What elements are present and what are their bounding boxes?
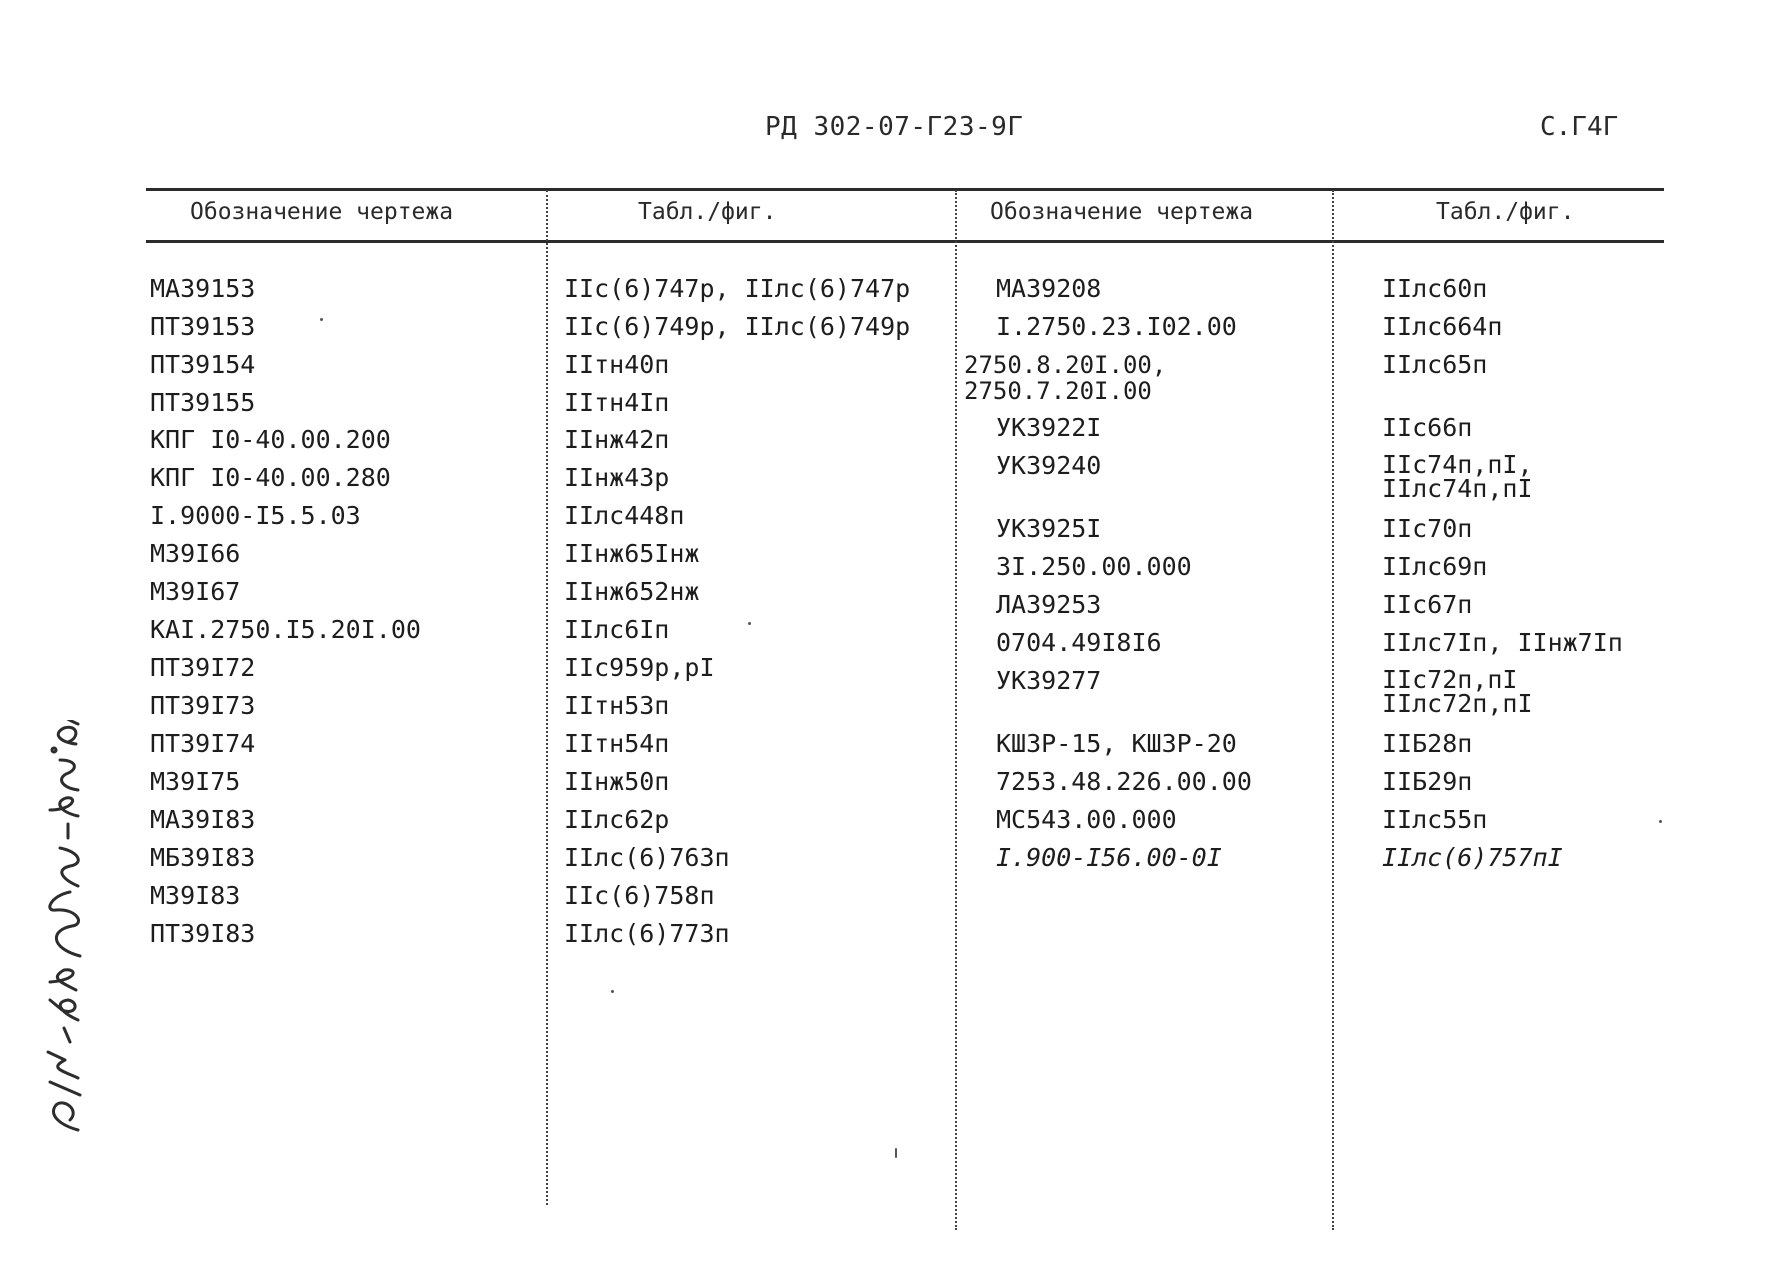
table-cell-drawing: 7253.48.226.00.00: [996, 767, 1252, 796]
table-cell-drawing: М39I75: [150, 767, 241, 796]
table-cell-drawing: I.9000-I5.5.03: [150, 501, 361, 530]
column-header-drawing-left: Обозначение чертежа: [190, 199, 454, 225]
table-cell-drawing: 3I.250.00.000: [996, 552, 1192, 581]
table-cell-ref: IIлс(6)763п: [564, 843, 730, 872]
table-cell-drawing: ПТ39154: [150, 350, 256, 379]
scan-speck: [895, 1148, 897, 1158]
table-cell-ref: IIс(6)749р, IIлс(6)749р: [564, 312, 911, 341]
table-cell-ref: IIлс55п: [1382, 805, 1488, 834]
handwriting-icon: [20, 720, 100, 1140]
table-cell-drawing: УК3922I: [996, 413, 1102, 442]
table-cell-drawing: МС543.00.000: [996, 805, 1177, 834]
table-cell-drawing: 0704.49I8I6: [996, 628, 1162, 657]
table-cell-drawing: I.2750.23.I02.00: [996, 312, 1237, 341]
table-cell-drawing: КПГ I0-40.00.200: [150, 425, 391, 454]
table-cell-drawing: МА39I83: [150, 805, 256, 834]
table-cell-ref: IIс66п: [1382, 413, 1473, 442]
table-cell-ref: IIс(6)747р, IIлс(6)747р: [564, 274, 911, 303]
table-cell-ref: IIлс65п: [1382, 350, 1488, 379]
table-cell-drawing: МБ39I83: [150, 843, 256, 872]
table-cell-ref: IIс959р,рI: [564, 653, 715, 682]
column-divider: [1332, 190, 1334, 1230]
table-cell-ref: IIлс(6)757пI: [1382, 843, 1563, 872]
table-cell-ref: IIБ28п: [1382, 729, 1473, 758]
scan-speck: [1659, 820, 1662, 823]
scan-speck: [748, 622, 751, 625]
table-cell-ref: IIтн54п: [564, 729, 670, 758]
table-cell-drawing: ПТ39155: [150, 388, 256, 417]
document-code: РД 302-07-Г23-9Г: [765, 112, 1024, 142]
table-cell-drawing: I.900-I56.00-0I: [996, 843, 1222, 872]
table-cell-ref: IIтн40п: [564, 350, 670, 379]
table-cell-drawing: ПТ39153: [150, 312, 256, 341]
table-cell-ref: IIтн53п: [564, 691, 670, 720]
table-cell-ref: IIс74п,пI, IIлс74п,пI: [1382, 450, 1533, 503]
table-cell-ref: IIтн4Iп: [564, 388, 670, 417]
table-cell-drawing: КАI.2750.I5.20I.00: [150, 615, 421, 644]
table-cell-drawing: ПТ39I72: [150, 653, 256, 682]
table-cell-ref: IIлс60п: [1382, 274, 1488, 303]
table-cell-drawing: М39I66: [150, 539, 241, 568]
table-cell-drawing: ПТ39I73: [150, 691, 256, 720]
table-cell-ref: IIнж65Iнж: [564, 539, 700, 568]
table-cell-ref: IIс67п: [1382, 590, 1473, 619]
table-cell-drawing: ЛА39253: [996, 590, 1102, 619]
table-cell-drawing: М39I83: [150, 881, 241, 910]
scan-speck: [320, 318, 323, 321]
table-cell-ref: IIлс448п: [564, 501, 685, 530]
table-cell-ref: IIлс6Iп: [564, 615, 670, 644]
table-cell-ref: IIс70п: [1382, 514, 1473, 543]
table-cell-ref: IIнж652нж: [564, 577, 700, 606]
table-cell-ref: IIлс7Iп, IIнж7Iп: [1382, 628, 1623, 657]
table-cell-drawing: КПГ I0-40.00.280: [150, 463, 391, 492]
table-cell-drawing: УК39277: [996, 666, 1102, 695]
table-cell-drawing: МА39208: [996, 274, 1102, 303]
table-cell-ref: IIнж43р: [564, 463, 670, 492]
column-header-ref-left: Табл./фиг.: [638, 199, 777, 225]
table-cell-ref: IIлс62р: [564, 805, 670, 834]
column-header-drawing-right: Обозначение чертежа: [990, 199, 1254, 225]
handwritten-margin-note: [20, 720, 100, 1140]
table-cell-ref: IIлс69п: [1382, 552, 1488, 581]
table-cell-ref: IIнж42п: [564, 425, 670, 454]
column-divider: [546, 190, 548, 1205]
table-cell-drawing: ПТ39I74: [150, 729, 256, 758]
table-cell-drawing: УК3925I: [996, 514, 1102, 543]
table-cell-drawing: МА39153: [150, 274, 256, 303]
table-cell-ref: IIлс(6)773п: [564, 919, 730, 948]
column-header-ref-right: Табл./фиг.: [1436, 199, 1575, 225]
table-cell-drawing: М39I67: [150, 577, 241, 606]
table-top-rule: [146, 188, 1664, 191]
table-cell-ref: IIс(6)758п: [564, 881, 715, 910]
table-cell-ref: IIлс664п: [1382, 312, 1503, 341]
table-cell-drawing: 2750.8.20I.00, 2750.7.20I.00: [964, 351, 1167, 405]
page-number: С.Г4Г: [1540, 112, 1619, 142]
table-cell-ref: IIБ29п: [1382, 767, 1473, 796]
table-cell-drawing: УК39240: [996, 451, 1102, 480]
column-divider: [955, 190, 957, 1230]
scan-speck: [611, 990, 614, 993]
table-cell-ref: IIс72п,пI IIлс72п,пI: [1382, 665, 1533, 718]
table-cell-ref: IIнж50п: [564, 767, 670, 796]
table-cell-drawing: ПТ39I83: [150, 919, 256, 948]
table-cell-drawing: КШЗР-15, КШЗР-20: [996, 729, 1237, 758]
table-header-rule: [146, 240, 1664, 243]
